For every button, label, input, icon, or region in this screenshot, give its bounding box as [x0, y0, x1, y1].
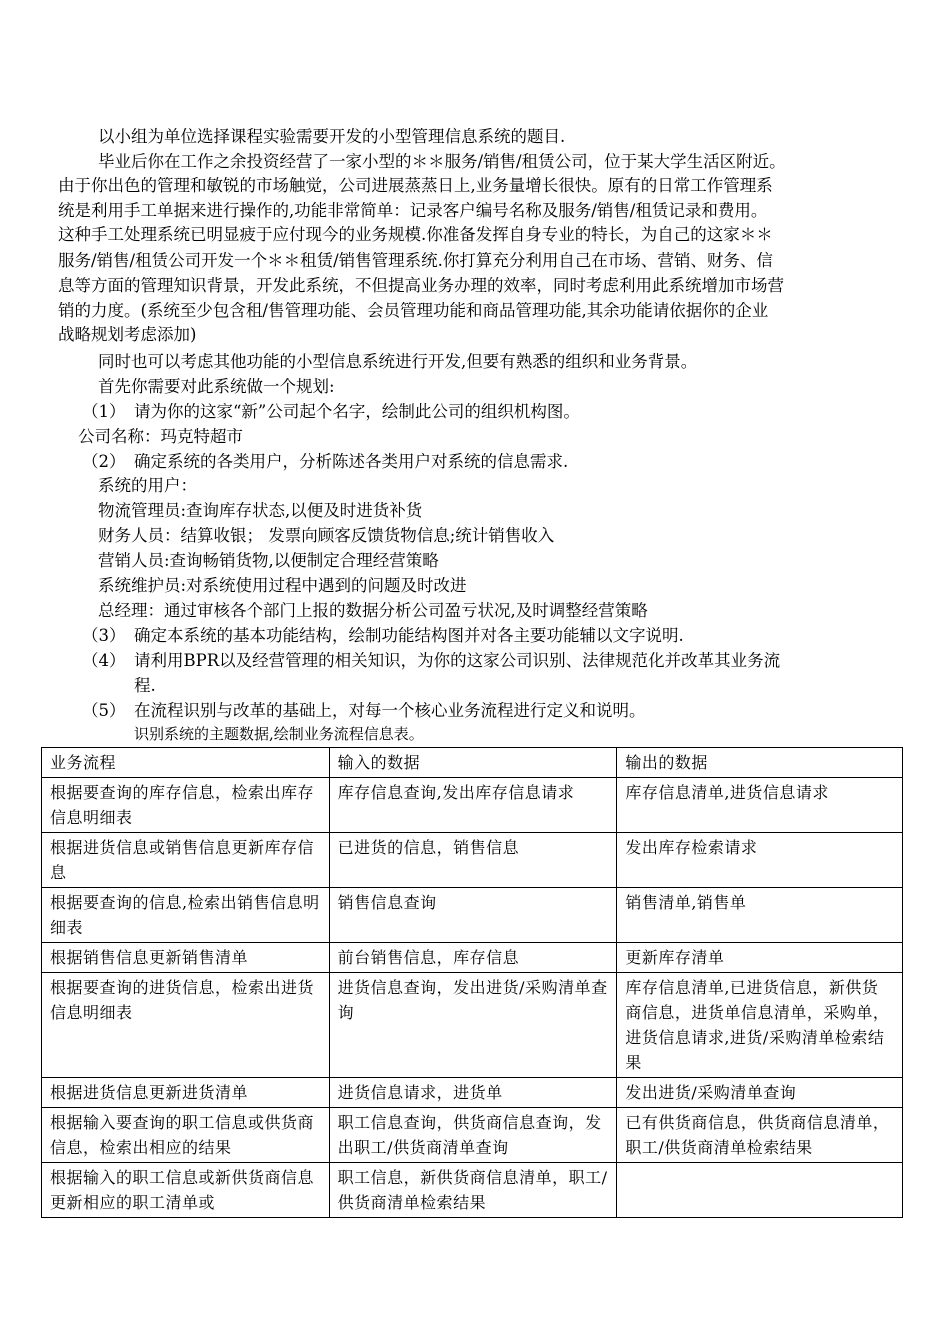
intro-paragraph: 以小组为单位选择课程实验需要开发的小型管理信息系统的题目. — [98, 127, 566, 146]
process-cell: 根据进货信息更新进货清单 — [42, 1078, 330, 1108]
table-caption: 识别系统的主题数据,绘制业务流程信息表。 — [134, 725, 424, 743]
process-cell: 根据销售信息更新销售清单 — [42, 943, 330, 973]
q2-number: （2） — [82, 452, 126, 471]
q4-text-continued: 程. — [134, 676, 156, 695]
table-row — [42, 1163, 903, 1218]
q3-text: 确定本系统的基本功能结构，绘制功能结构图并对各主要功能辅以文字说明. — [134, 626, 684, 645]
output-cell: 库存信息清单,进货信息请求 — [617, 778, 903, 833]
business-flow-table — [41, 747, 903, 1218]
table-row — [42, 888, 903, 943]
input-cell: 职工信息，新供货商信息清单，职工/供货商清单检索结果 — [329, 1163, 617, 1218]
user-item: 物流管理员:查询库存状态,以便及时进货补货 — [98, 501, 423, 520]
output-cell: 更新库存清单 — [617, 943, 903, 973]
process-cell: 根据输入要查询的职工信息或供货商信息，检索出相应的结果 — [42, 1108, 330, 1163]
scenario-line: 服务/销售/租赁公司开发一个＊＊租赁/销售管理系统.你打算充分利用自己在市场、营销、财务、信 — [58, 251, 773, 270]
table-row — [42, 973, 903, 1078]
process-cell: 根据要查询的进货信息，检索出进货信息明细表 — [42, 973, 330, 1078]
scenario-line: 息等方面的管理知识背景，开发此系统，不但提高业务办理的效率，同时考虑利用此系统增加市场营 — [58, 276, 784, 295]
process-cell: 根据进货信息或销售信息更新库存信息 — [42, 833, 330, 888]
input-cell: 销售信息查询 — [329, 888, 617, 943]
output-cell: 库存信息清单,已进货信息，新供货商信息，进货单信息清单，采购单，进货信息请求,进货/采购清单检索结果 — [617, 973, 903, 1078]
scenario-line: 这种手工处理系统已明显疲于应付现今的业务规模.你准备发挥自身专业的特长，为自己的这家＊＊ — [58, 225, 773, 244]
q2-text: 确定系统的各类用户，分析陈述各类用户对系统的信息需求. — [134, 452, 569, 471]
table-row — [42, 778, 903, 833]
scenario-line: 毕业后你在工作之余投资经营了一家小型的＊＊服务/销售/租赁公司，位于某大学生活区附近。 — [98, 152, 786, 171]
plan-intro: 首先你需要对此系统做一个规划: — [98, 377, 335, 396]
users-title: 系统的用户： — [98, 476, 197, 495]
output-cell — [617, 1163, 903, 1218]
q4-text: 请利用BPR以及经营管理的相关知识，为你的这家公司识别、法律规范化并改革其业务流 — [134, 651, 781, 670]
user-item: 营销人员:查询畅销货物,以便制定合理经营策略 — [98, 551, 439, 570]
alt-note: 同时也可以考虑其他功能的小型信息系统进行开发,但要有熟悉的组织和业务背景。 — [98, 352, 698, 371]
output-cell: 已有供货商信息，供货商信息清单，职工/供货商清单检索结果 — [617, 1108, 903, 1163]
q1-text: 请为你的这家“新”公司起个名字，绘制此公司的组织机构图。 — [134, 402, 580, 421]
input-cell: 职工信息查询，供货商信息查询，发出职工/供货商清单查询 — [329, 1108, 617, 1163]
header-cell: 输入的数据 — [329, 748, 617, 778]
q3-number: （3） — [82, 626, 126, 645]
header-cell: 业务流程 — [42, 748, 330, 778]
table-row — [42, 1108, 903, 1163]
user-item: 财务人员：结算收银； 发票向顾客反馈货物信息;统计销售收入 — [98, 526, 555, 545]
input-cell: 库存信息查询,发出库存信息请求 — [329, 778, 617, 833]
scenario-line: 统是利用手工单据来进行操作的,功能非常简单：记录客户编号名称及服务/销售/租赁记录和费用。 — [58, 201, 768, 220]
header-cell: 输出的数据 — [617, 748, 903, 778]
process-cell: 根据要查询的库存信息，检索出库存信息明细表 — [42, 778, 330, 833]
input-cell: 进货信息查询，发出进货/采购清单查询 — [329, 973, 617, 1078]
output-cell: 销售清单,销售单 — [617, 888, 903, 943]
q5-text: 在流程识别与改革的基础上，对每一个核心业务流程进行定义和说明。 — [134, 701, 646, 720]
process-cell: 根据要查询的信息,检索出销售信息明细表 — [42, 888, 330, 943]
q4-number: （4） — [82, 651, 126, 670]
table-row — [42, 833, 903, 888]
scenario-line: 销的力度。(系统至少包含租/售管理功能、会员管理功能和商品管理功能,其余功能请依据你的企业 — [58, 301, 769, 320]
table-header-row — [42, 748, 903, 778]
scenario-line: 由于你出色的管理和敏锐的市场触觉，公司进展蒸蒸日上,业务量增长很快。原有的日常工作管理系 — [58, 176, 773, 195]
input-cell: 已进货的信息，销售信息 — [329, 833, 617, 888]
q1-number: （1） — [82, 402, 126, 421]
input-cell: 进货信息请求，进货单 — [329, 1078, 617, 1108]
table-row — [42, 1078, 903, 1108]
scenario-line: 战略规划考虑添加) — [58, 325, 197, 344]
process-cell: 根据输入的职工信息或新供货商信息更新相应的职工清单或 — [42, 1163, 330, 1218]
user-item: 系统维护员:对系统使用过程中遇到的问题及时改进 — [98, 576, 467, 595]
company-name: 公司名称：玛克特超市 — [78, 427, 243, 446]
input-cell: 前台销售信息，库存信息 — [329, 943, 617, 973]
output-cell: 发出进货/采购清单查询 — [617, 1078, 903, 1108]
table-row — [42, 943, 903, 973]
q5-number: （5） — [82, 701, 126, 720]
output-cell: 发出库存检索请求 — [617, 833, 903, 888]
user-item: 总经理：通过审核各个部门上报的数据分析公司盈亏状况,及时调整经营策略 — [98, 601, 648, 620]
